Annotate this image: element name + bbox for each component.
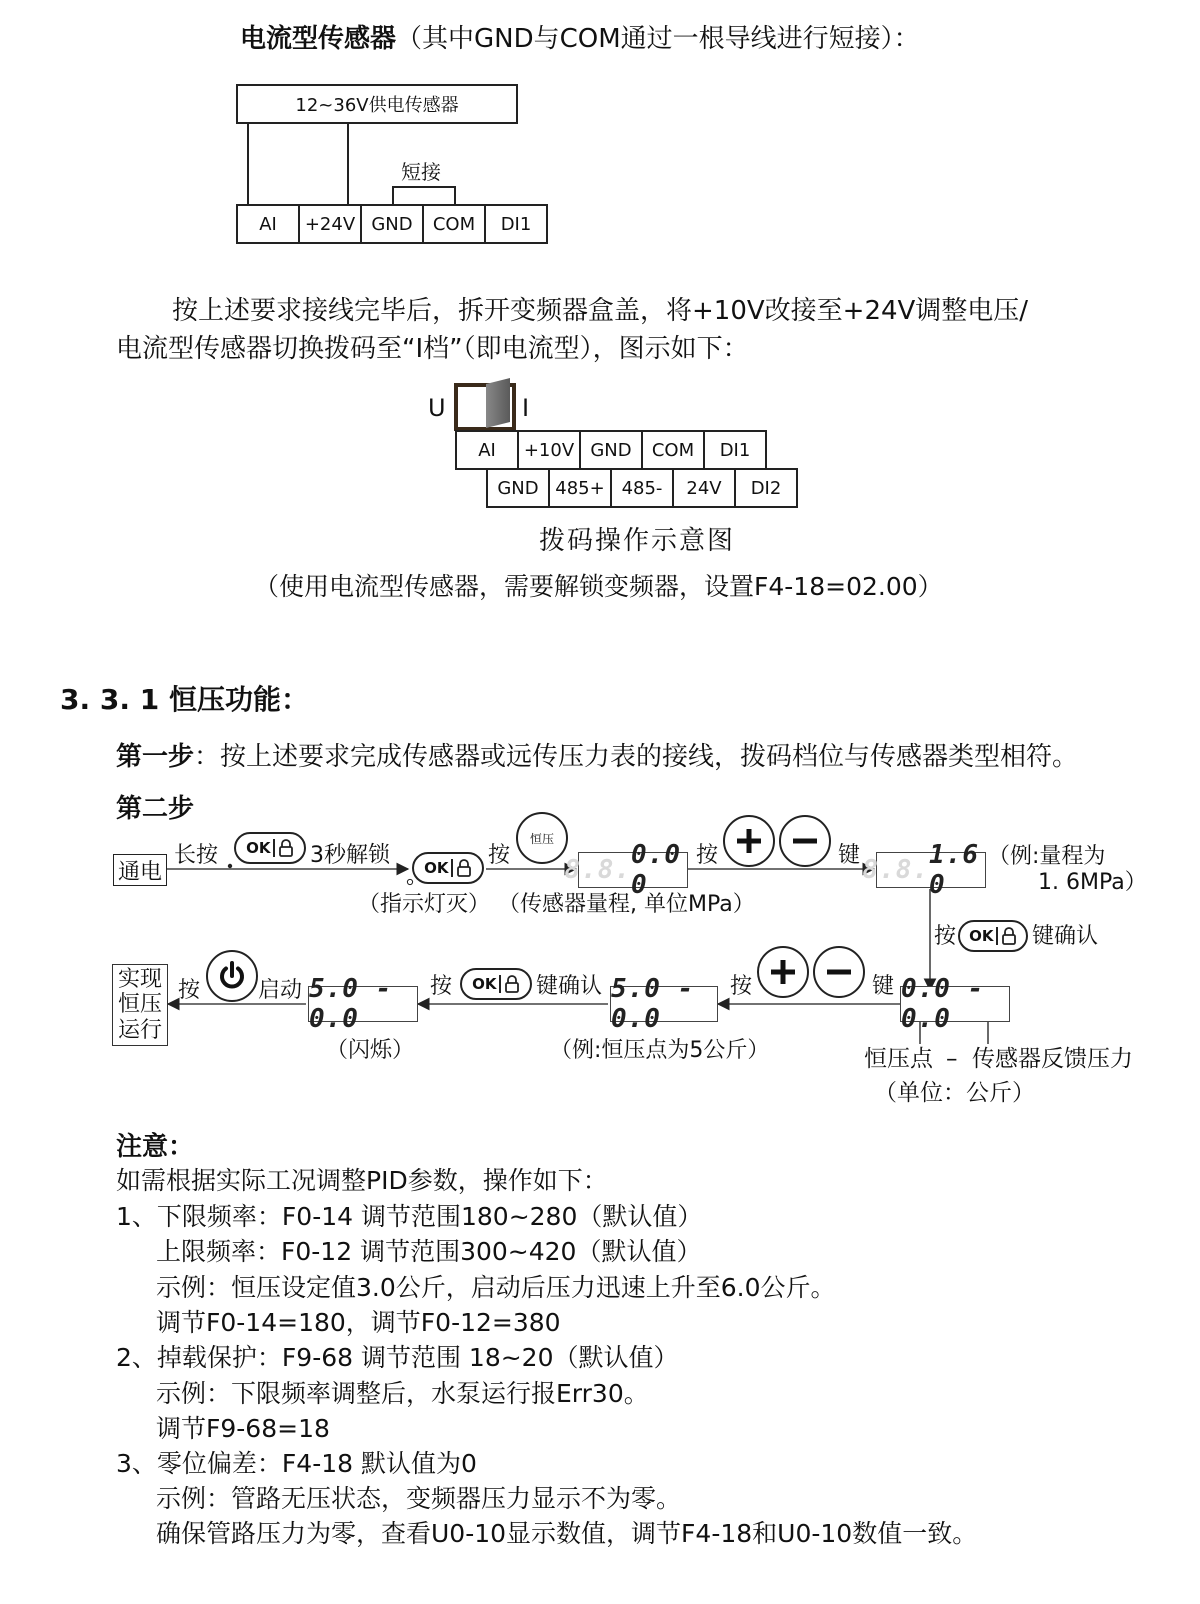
ok-divider	[273, 839, 275, 857]
plus-icon	[734, 826, 764, 856]
short-label: 短接	[401, 160, 441, 184]
ok-label: OK	[472, 975, 497, 993]
lcd-display-2	[862, 840, 986, 900]
confirm-label-2: 键确认	[536, 974, 603, 999]
constant-pressure-label: 恒压	[529, 831, 554, 846]
lcd5-value: 5.0 - 0.0	[309, 974, 393, 1034]
dip-u-label: U	[428, 394, 446, 422]
run-button[interactable]	[206, 950, 258, 1002]
ok-label: OK	[424, 859, 449, 877]
press-label-4: 按	[730, 974, 753, 999]
dip-row2-24v: 24V	[672, 468, 736, 508]
ok-lock-button-1[interactable]	[234, 832, 306, 864]
dip-row2-485n: 485-	[610, 468, 674, 508]
dip-row1-com: COM	[641, 430, 705, 470]
lcd-display-3	[900, 974, 1010, 1034]
power-icon	[216, 960, 248, 992]
notes-title: 注意：	[116, 1132, 195, 1162]
lcd3-value: 0.0 - 0.0	[901, 974, 985, 1034]
note-line: 确保管路压力为零，查看U0-10显示数值，调节F4-18和U0-10数值一致。	[156, 1519, 978, 1548]
start-label: 启动	[258, 978, 303, 1003]
constant-pressure-button[interactable]	[516, 812, 568, 864]
run-result-box	[112, 964, 168, 1046]
lcd-display-1	[564, 840, 688, 900]
example-range-1: （例:量程为	[988, 844, 1106, 869]
example-setpoint-label: （例:恒压点为5公斤）	[550, 1038, 770, 1063]
example-range-2: 1. 6MPa）	[1038, 870, 1147, 895]
run-line-3: 运行	[117, 1017, 162, 1043]
note-line: 示例：恒压设定值3.0公斤，启动后压力迅速上升至6.0公斤。	[156, 1273, 836, 1302]
terminal-di1: DI1	[484, 204, 548, 244]
dash-label: –	[946, 1046, 958, 1072]
press-label-2: 按	[696, 843, 719, 868]
dip-row1-ai: AI	[455, 430, 519, 470]
ok-lock-button-2[interactable]	[412, 852, 484, 884]
note-line: 示例：下限频率调整后，水泵运行报Err30。	[156, 1379, 649, 1408]
lcd2-value: 1.6 0	[929, 840, 979, 900]
section1-title-rest: （其中GND与COM通过一根导线进行短接）：	[396, 24, 920, 54]
plus-button-2[interactable]	[757, 946, 809, 998]
section1-title-bold: 电流型传感器	[240, 24, 397, 54]
run-line-1: 实现	[117, 967, 162, 993]
ok-lock-button-3[interactable]	[958, 920, 1028, 952]
note-line: 2、掉载保护：F9-68 调节范围 18~20（默认值）	[116, 1343, 679, 1372]
unlock-label: 3秒解锁	[310, 843, 390, 868]
key-label-1: 键	[838, 843, 861, 868]
dip-note: （使用电流型传感器，需要解锁变频器，设置F4-18=02.00）	[254, 572, 943, 601]
dip-row1-10v: +10V	[517, 430, 581, 470]
note-line: 3、零位偏差：F4-18 默认值为0	[116, 1449, 477, 1478]
lcd4-value: 5.0 - 0.0	[611, 974, 695, 1034]
lock-icon	[456, 859, 472, 877]
dip-row2-di2: DI2	[734, 468, 798, 508]
press-label-1: 按	[488, 843, 511, 868]
indicator-off-label: （指示灯灭）	[358, 892, 491, 917]
note-line: 上限频率：F0-12 调节范围300~420（默认值）	[156, 1237, 702, 1266]
dip-row2-485p: 485+	[548, 468, 612, 508]
dip-row1-gnd: GND	[579, 430, 643, 470]
press-label-5: 按	[430, 974, 453, 999]
terminal-24v: +24V	[298, 204, 362, 244]
minus-icon	[790, 826, 820, 856]
lcd-display-5	[308, 974, 418, 1034]
plus-button-1[interactable]	[723, 815, 775, 867]
minus-button-1[interactable]	[779, 815, 831, 867]
terminal-gnd: GND	[360, 204, 424, 244]
note-line: 调节F0-14=180，调节F0-12=380	[156, 1308, 561, 1337]
terminal-com: COM	[422, 204, 486, 244]
para-line2: 电流型传感器切换拨码至“I档”（即电流型），图示如下：	[116, 334, 749, 364]
step1-label: 第一步	[116, 742, 195, 772]
note-line: 调节F9-68=18	[156, 1414, 330, 1443]
dip-row2-gnd: GND	[486, 468, 550, 508]
ok-divider	[499, 975, 501, 993]
lock-icon	[278, 839, 294, 857]
ok-lock-button-4[interactable]	[460, 968, 532, 1000]
press-label-3: 按	[934, 924, 957, 949]
lcd1-ghost: 8.8.	[564, 855, 632, 885]
note-line: 如需根据实际工况调整PID参数，操作如下：	[116, 1166, 608, 1195]
setpoint-label: 恒压点	[864, 1046, 933, 1072]
sensor-range-label: （传感器量程, 单位MPa）	[498, 892, 755, 917]
lock-icon	[1001, 927, 1017, 945]
long-press-label: 长按	[174, 843, 219, 868]
para-line1: 按上述要求接线完毕后，拆开变频器盒盖，将+10V改接至+24V调整电压/	[172, 296, 1029, 326]
feedback-label: 传感器反馈压力	[972, 1046, 1133, 1072]
power-on-label: 通电	[117, 859, 162, 885]
note-line: 示例：管路无压状态，变频器压力显示不为零。	[156, 1484, 682, 1513]
dip-row1-di1: DI1	[703, 430, 767, 470]
ok-label: OK	[246, 839, 271, 857]
unit-label: （单位：公斤）	[874, 1080, 1035, 1106]
lcd1-value: 0.0 0	[631, 840, 681, 900]
key-label-2: 键	[872, 974, 895, 999]
dip-i-label: I	[522, 394, 530, 422]
power-on-box	[113, 854, 167, 886]
lcd-display-4	[610, 974, 718, 1034]
ok-divider	[451, 859, 453, 877]
minus-button-2[interactable]	[813, 946, 865, 998]
ok-label: OK	[969, 927, 994, 945]
plus-icon	[768, 957, 798, 987]
confirm-label-1: 键确认	[1032, 924, 1099, 949]
blink-label: （闪烁）	[326, 1038, 415, 1063]
dip-caption: 拨码操作示意图	[539, 526, 736, 556]
minus-icon	[824, 957, 854, 987]
step2-label: 第二步	[116, 794, 195, 824]
run-line-2: 恒压	[117, 992, 162, 1018]
step1-text: ：按上述要求完成传感器或远传压力表的接线，拨码档位与传感器类型相符。	[194, 742, 1079, 772]
sensor-box-label: 12~36V供电传感器	[295, 95, 459, 116]
lcd2-ghost: 8.8.	[862, 855, 930, 885]
press-label-6: 按	[178, 978, 201, 1003]
ok-divider	[996, 927, 998, 945]
note-line: 1、下限频率：F0-14 调节范围180~280（默认值）	[116, 1202, 703, 1231]
section331-heading: 3. 3. 1 恒压功能：	[60, 683, 309, 716]
lock-icon	[504, 975, 520, 993]
terminal-ai: AI	[236, 204, 300, 244]
